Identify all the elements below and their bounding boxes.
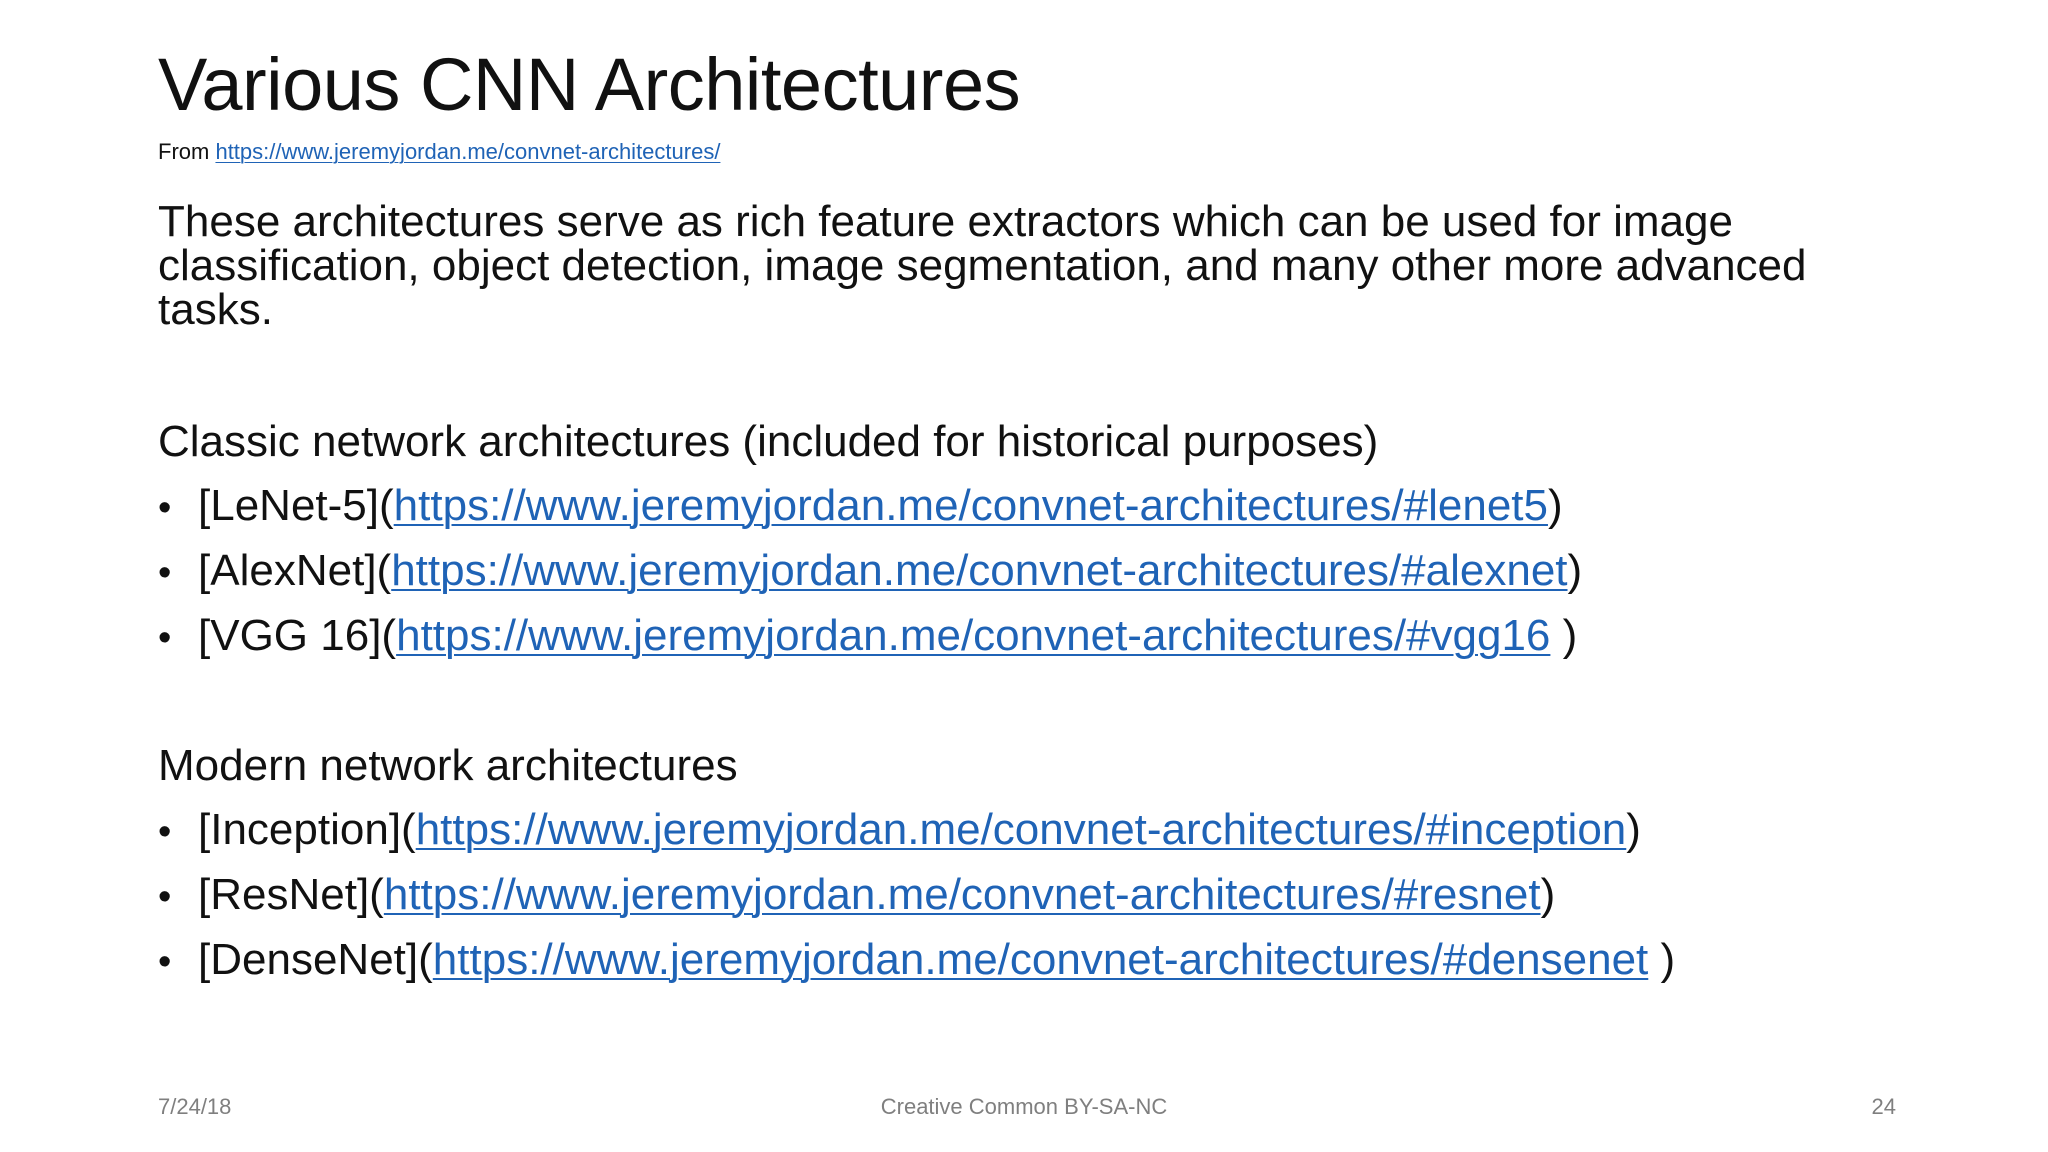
bracket-close: ]( [366, 481, 394, 530]
bracket-open: [ [198, 546, 211, 595]
list-item-lenet5 [158, 480, 1958, 545]
architecture-name: VGG 16 [210, 611, 370, 660]
list-item-densenet [158, 934, 1958, 999]
classic-architecture-list [158, 480, 1958, 675]
footer-page-number: 24 [1871, 1094, 1896, 1119]
bullet-icon: • [158, 487, 172, 529]
bracket-close: ]( [364, 546, 392, 595]
bullet-icon: • [158, 552, 172, 594]
list-item-vgg16 [158, 610, 1958, 675]
architecture-name: Inception [210, 805, 389, 854]
paren-close: ) [1648, 935, 1676, 984]
list-item-inception [158, 804, 1958, 869]
footer-license: Creative Common BY-SA-NC [880, 1094, 1168, 1119]
paren-close: ) [1550, 611, 1578, 660]
paren-close: ) [1547, 481, 1563, 530]
architecture-name: AlexNet [210, 546, 365, 595]
architecture-link[interactable]: https://www.jeremyjordan.me/convnet-architectures/#resnet [383, 870, 1541, 919]
architecture-link[interactable]: https://www.jeremyjordan.me/convnet-architectures/#alexnet [391, 546, 1568, 595]
bracket-open: [ [198, 481, 211, 530]
bracket-open: [ [198, 935, 211, 984]
footer-date: 7/24/18 [158, 1094, 232, 1119]
bullet-icon: • [158, 617, 172, 659]
architecture-name: DenseNet [210, 935, 406, 984]
slide-title: Various CNN Architectures [158, 43, 1021, 126]
intro-paragraph: These architectures serve as rich feature extractors which can be used for image classification, object detection, image segmentation, and many other more advanced tasks. [158, 197, 1807, 334]
source-prefix: From [158, 139, 210, 164]
architecture-link[interactable]: https://www.jeremyjordan.me/convnet-architectures/#inception [415, 805, 1627, 854]
bracket-close: ]( [369, 611, 397, 660]
architecture-link[interactable]: https://www.jeremyjordan.me/convnet-architectures/#densenet [432, 935, 1649, 984]
modern-architecture-list [158, 804, 1958, 999]
bullet-icon: • [158, 811, 172, 853]
bracket-close: ]( [405, 935, 433, 984]
source-line [158, 139, 720, 165]
bracket-open: [ [198, 805, 211, 854]
architecture-name: ResNet [210, 870, 357, 919]
paren-close: ) [1540, 870, 1556, 919]
bullet-icon: • [158, 941, 172, 983]
bracket-close: ]( [388, 805, 416, 854]
paren-close: ) [1567, 546, 1583, 595]
bracket-open: [ [198, 870, 211, 919]
source-link[interactable]: https://www.jeremyjordan.me/convnet-architectures/ [215, 139, 721, 164]
bullet-icon: • [158, 876, 172, 918]
list-item-alexnet [158, 545, 1958, 610]
modern-heading: Modern network architectures [158, 741, 738, 790]
classic-heading: Classic network architectures (included for historical purposes) [158, 417, 1379, 466]
bracket-close: ]( [356, 870, 384, 919]
paren-close: ) [1626, 805, 1641, 854]
bracket-open: [ [198, 611, 211, 660]
architecture-name: LeNet-5 [210, 481, 367, 530]
list-item-resnet [158, 869, 1958, 934]
architecture-link[interactable]: https://www.jeremyjordan.me/convnet-architectures/#lenet5 [393, 481, 1548, 530]
architecture-link[interactable]: https://www.jeremyjordan.me/convnet-architectures/#vgg16 [396, 611, 1551, 660]
